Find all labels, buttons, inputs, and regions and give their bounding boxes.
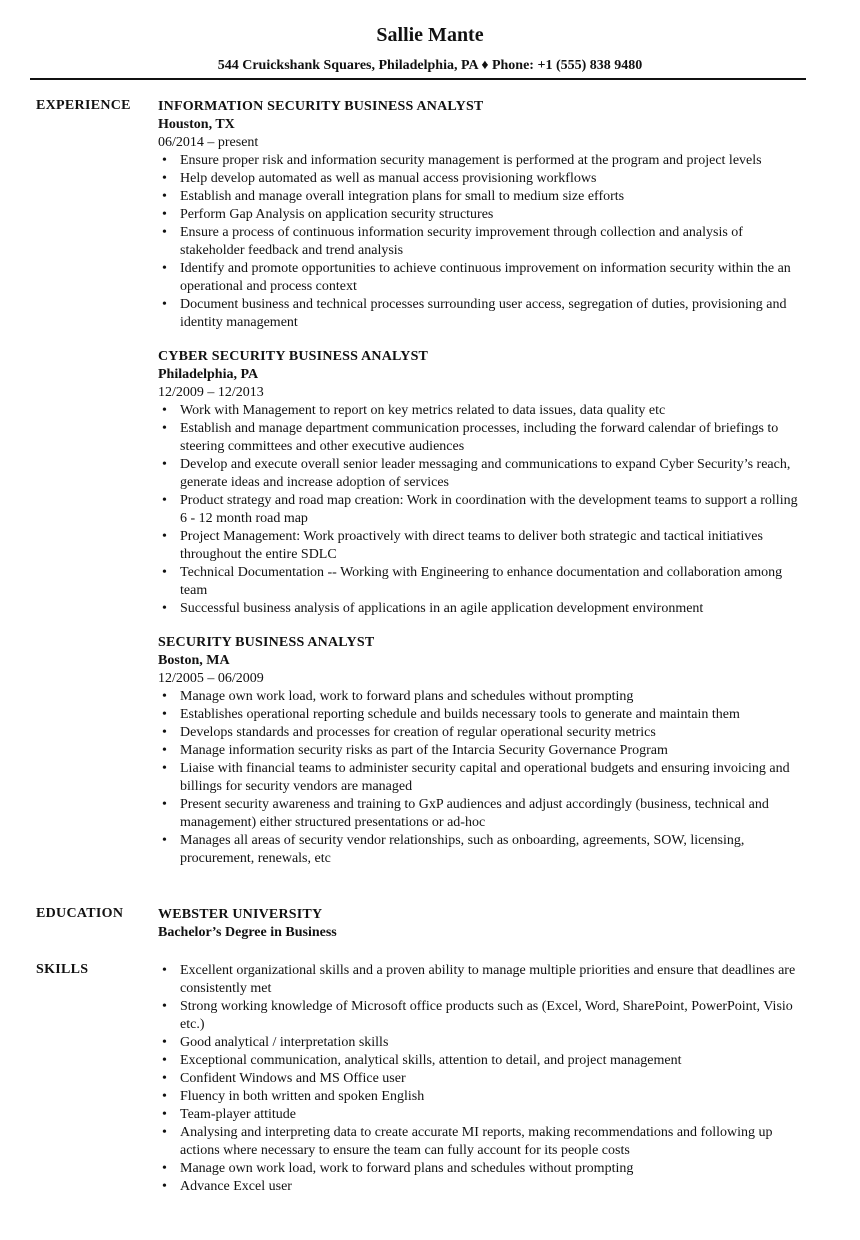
bullet-item: • Work with Management to report on key metrics related to data issues, data quality etc [158,402,808,420]
job-title: SECURITY BUSINESS ANALYST [158,635,375,650]
bullet-item: • Present security awareness and training to GxP audiences and adjust accordingly (business, technical and management) either structured presentations or ad-hoc [158,796,808,832]
job-location: Boston, MA [158,653,230,668]
job-bullets [158,152,808,332]
skill-item: • Confident Windows and MS Office user [158,1070,808,1088]
bullet-item: • Help develop automated as well as manual access provisioning workflows [158,170,808,188]
skill-item: • Fluency in both written and spoken English [158,1088,808,1106]
job-entry [158,98,808,332]
bullet-item: • Identify and promote opportunities to achieve continuous improvement on information security within the an operational and process context [158,260,808,296]
section-title-experience: EXPERIENCE [36,98,131,113]
bullet-item: • Ensure proper risk and information security management is performed at the program and project levels [158,152,808,170]
bullet-item: • Successful business analysis of applications in an agile application development environment [158,600,808,618]
section-title-education: EDUCATION [36,906,124,921]
skill-item: • Team-player attitude [158,1106,808,1124]
bullet-item: • Manage information security risks as part of the Intarcia Security Governance Program [158,742,808,760]
bullet-item: • Liaise with financial teams to administer security capital and operational budgets and ensuring invoicing and billings for security vendors are managed [158,760,808,796]
job-bullets [158,688,808,868]
bullet-item: • Develops standards and processes for creation of regular operational security metrics [158,724,808,742]
experience-body [158,98,808,884]
job-location: Houston, TX [158,117,235,132]
contact-line: 544 Cruickshank Squares, Philadelphia, PA ♦ Phone: +1 (555) 838 9480 [217,58,643,73]
bullet-item: • Establish and manage department communication processes, including the forward calendar of briefings to steering committees and other executive audiences [158,420,808,456]
skill-item: • Analysing and interpreting data to create accurate MI reports, making recommendations and following up actions where necessary to ensure the team can fully account for its people costs [158,1124,808,1160]
bullet-item: • Develop and execute overall senior leader messaging and communications to expand Cyber Security’s reach, generate ideas and increase adoption of services [158,456,808,492]
bullet-item: • Establish and manage overall integration plans for small to medium size efforts [158,188,808,206]
skills-list [158,962,808,1196]
education-degree: Bachelor’s Degree in Business [158,925,337,940]
bullet-item: • Ensure a process of continuous information security improvement through collection and analysis of stakeholder feedback and trend analysis [158,224,808,260]
job-title: INFORMATION SECURITY BUSINESS ANALYST [158,99,484,114]
bullet-item: • Project Management: Work proactively with direct teams to deliver both strategic and tactical initiatives throughout the entire SDLC [158,528,808,564]
bullet-item: • Document business and technical processes surrounding user access, segregation of duties, provisioning and identity management [158,296,808,332]
bullet-item: • Manages all areas of security vendor relationships, such as onboarding, agreements, SOW, licensing, procurement, renewals, etc [158,832,808,868]
job-bullets [158,402,808,618]
bullet-item: • Perform Gap Analysis on application security structures [158,206,808,224]
header-divider [30,78,806,80]
resume-name: Sallie Mante [376,24,484,46]
bullet-item: • Manage own work load, work to forward plans and schedules without prompting [158,688,808,706]
skill-item: • Exceptional communication, analytical skills, attention to detail, and project management [158,1052,808,1070]
job-entry [158,634,808,868]
bullet-item: • Technical Documentation -- Working with Engineering to enhance documentation and collaboration among team [158,564,808,600]
job-location: Philadelphia, PA [158,367,259,382]
skill-item: • Excellent organizational skills and a proven ability to manage multiple priorities and ensure that deadlines are consistently met [158,962,808,998]
job-entry [158,348,808,618]
bullet-item: • Establishes operational reporting schedule and builds necessary tools to generate and maintain them [158,706,808,724]
skill-item: • Strong working knowledge of Microsoft office products such as (Excel, Word, SharePoint, PowerPoint, Visio etc.) [158,998,808,1034]
skills-body [158,962,808,1196]
skill-item: • Manage own work load, work to forward plans and schedules without prompting [158,1160,808,1178]
skill-item: • Advance Excel user [158,1178,808,1196]
education-body [158,906,808,942]
job-dates: 12/2009 – 12/2013 [158,385,264,400]
section-title-skills: SKILLS [36,962,89,977]
job-dates: 06/2014 – present [158,135,259,150]
education-school: WEBSTER UNIVERSITY [158,907,323,922]
job-dates: 12/2005 – 06/2009 [158,671,264,686]
skill-item: • Good analytical / interpretation skills [158,1034,808,1052]
bullet-item: • Product strategy and road map creation: Work in coordination with the development teams to support a rolling 6 - 12 month road map [158,492,808,528]
job-title: CYBER SECURITY BUSINESS ANALYST [158,349,429,364]
